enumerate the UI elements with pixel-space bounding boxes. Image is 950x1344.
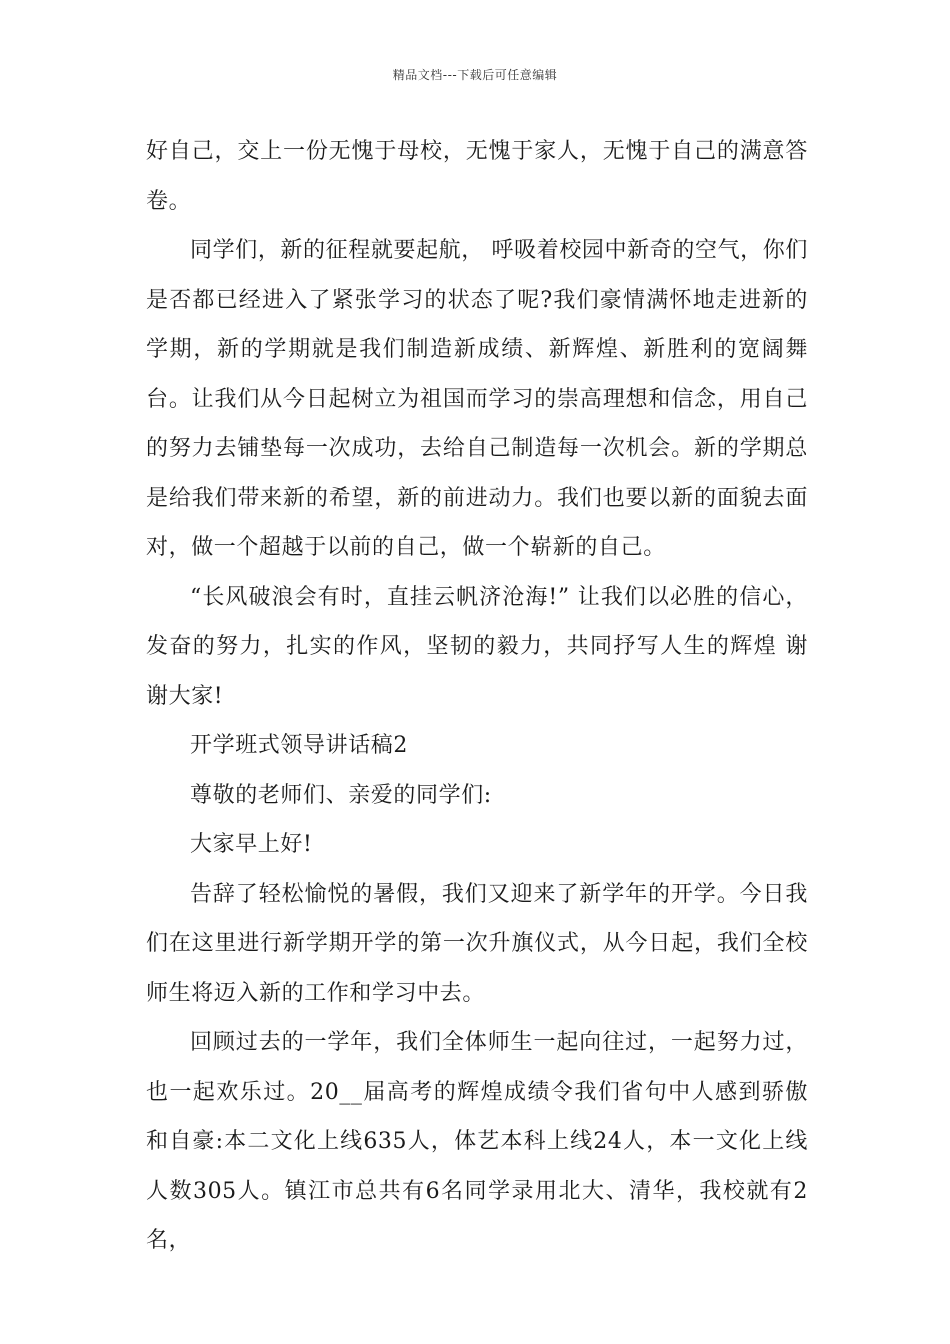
paragraph-new-semester: 告辞了轻松愉悦的暑假，我们又迎来了新学年的开学。今日我们在这里进行新学期开学的第一次升旗仪式，从今日起，我们全校师生将迈入新的工作和学习中去。 [146, 881, 808, 1006]
salutation: 尊敬的老师们、亲爱的同学们: [190, 782, 492, 808]
page-header: 精品文档---下载后可任意编辑 [392, 68, 558, 82]
paragraph-new-journey: 同学们，新的征程就要起航， 呼吸着校园中新奇的空气，你们是否都已经进入了紧张学习的状态了呢?我们豪情满怀地走进新的学期，新的学期就是我们制造新成绩、新辉煌、新胜利的宽阔舞台。让我们从今日起树立为祖国而学习的崇高理想和信念，用自己的努力去铺垫每一次成功，去给自己制造每一次机会。新的学期总是给我们带来新的希望，新的前进动力。我们也要以新的面貌去面对，做一个超越于以前的自己，做一个崭新的自己。 [146, 238, 808, 560]
document-body [146, 127, 808, 1266]
paragraph-closing-continuation: 好自己，交上一份无愧于母校，无愧于家人，无愧于自己的满意答卷。 [146, 139, 808, 214]
greeting: 大家早上好! [190, 832, 313, 857]
section-title: 开学班式领导讲话稿2 [190, 733, 408, 758]
paragraph-review: 回顾过去的一学年，我们全体师生一起向往过，一起努力过，也一起欢乐过。20__届高考的辉煌成绩令我们省句中人感到骄傲和自豪:本二文化上线635人，体艺本科上线24人，本一文化上线人数305人。镇江市总共有6名同学录用北大、清华，我校就有2名， [146, 1030, 808, 1253]
paragraph-quote: “长风破浪会有时，直挂云帆济沧海!” 让我们以必胜的信心，发奋的努力，扎实的作风，坚韧的毅力，共同抒写人生的辉煌 谢谢大家! [146, 584, 808, 709]
